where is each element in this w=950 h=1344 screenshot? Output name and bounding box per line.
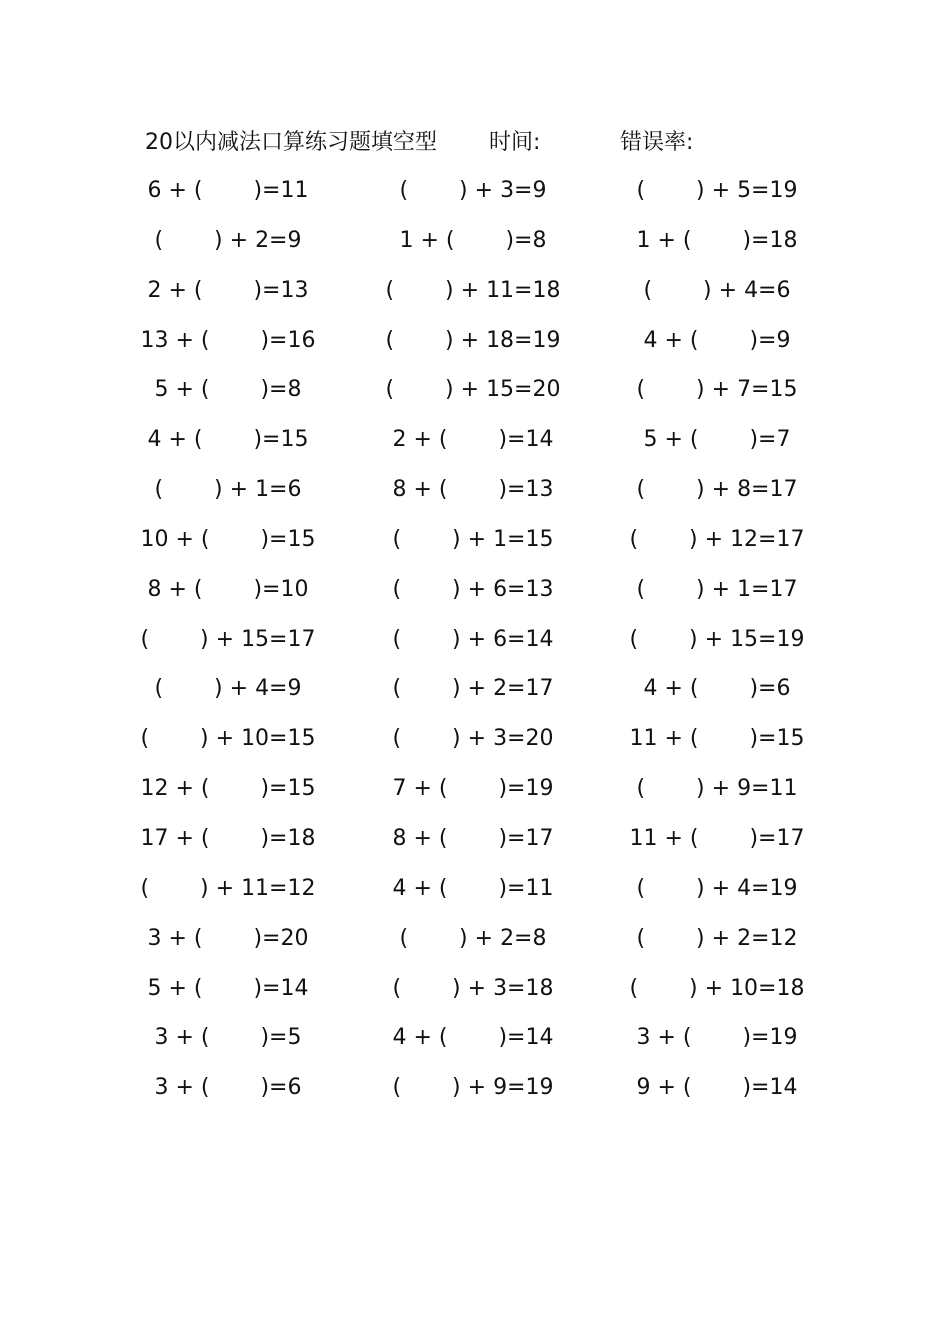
problem: 11 + ( )=15 (629, 726, 805, 752)
problem: ( ) + 1=6 (154, 477, 302, 503)
problem: ( ) + 2=12 (636, 925, 798, 951)
problem: 5 + ( )=14 (147, 975, 309, 1001)
problem: 4 + ( )=9 (643, 327, 791, 353)
problem: ( ) + 6=13 (392, 576, 554, 602)
problem: 3 + ( )=5 (154, 1025, 302, 1051)
problem: ( ) + 12=17 (629, 526, 805, 552)
problem: 5 + ( )=8 (154, 377, 302, 403)
problem: ( ) + 6=14 (392, 626, 554, 652)
problem: 2 + ( )=14 (392, 427, 554, 453)
problem: ( ) + 3=18 (392, 975, 554, 1001)
problem: 17 + ( )=18 (140, 825, 316, 851)
problem: ( ) + 2=8 (399, 925, 547, 951)
problem: 13 + ( )=16 (140, 327, 316, 353)
problem: 4 + ( )=15 (147, 427, 309, 453)
problem: ( ) + 2=9 (154, 227, 302, 253)
problem: ( ) + 7=15 (636, 377, 798, 403)
problem: ( ) + 10=18 (629, 975, 805, 1001)
problem: ( ) + 2=17 (392, 676, 554, 702)
problem: 7 + ( )=19 (392, 776, 554, 802)
problem-column-3 (617, 174, 817, 1121)
problem: 4 + ( )=14 (392, 1025, 554, 1051)
problem: ( ) + 3=20 (392, 726, 554, 752)
problem: ( ) + 1=15 (392, 526, 554, 552)
problem: 6 + ( )=11 (147, 178, 309, 203)
problem: ( ) + 15=17 (140, 626, 316, 652)
problem: 8 + ( )=13 (392, 477, 554, 503)
problem: 1 + ( )=8 (399, 227, 547, 253)
problem: 4 + ( )=11 (392, 875, 554, 901)
problem: ( ) + 18=19 (385, 327, 561, 353)
problem: 2 + ( )=13 (147, 277, 309, 303)
problem: 11 + ( )=17 (629, 825, 805, 851)
problem: ( ) + 4=9 (154, 676, 302, 702)
problem: ( ) + 15=20 (385, 377, 561, 403)
problem: 3 + ( )=6 (154, 1075, 302, 1101)
problem: 12 + ( )=15 (140, 776, 316, 802)
problem: ( ) + 10=15 (140, 726, 316, 752)
problem: ( ) + 8=17 (636, 477, 798, 503)
problem: 8 + ( )=10 (147, 576, 309, 602)
problem: 1 + ( )=18 (636, 227, 798, 253)
problem: 3 + ( )=19 (636, 1025, 798, 1051)
problem: ( ) + 4=6 (643, 277, 791, 303)
worksheet-title: 20以内减法口算练习题填空型 (145, 130, 437, 155)
problem: ( ) + 4=19 (636, 875, 798, 901)
error-rate-label: 错误率: (620, 130, 694, 155)
time-label: 时间: (489, 130, 541, 155)
problem: ( ) + 9=19 (392, 1075, 554, 1101)
problem: ( ) + 11=12 (140, 875, 316, 901)
problem: ( ) + 3=9 (399, 178, 547, 203)
problem: 10 + ( )=15 (140, 526, 316, 552)
problem: ( ) + 15=19 (629, 626, 805, 652)
problem-column-2 (373, 174, 573, 1121)
problem: ( ) + 1=17 (636, 576, 798, 602)
problem: 8 + ( )=17 (392, 825, 554, 851)
problem: ( ) + 11=18 (385, 277, 561, 303)
problem-column-1 (128, 174, 328, 1121)
problem: ( ) + 5=19 (636, 178, 798, 203)
problem: 5 + ( )=7 (643, 427, 791, 453)
problem: 3 + ( )=20 (147, 925, 309, 951)
problem: ( ) + 9=11 (636, 776, 798, 802)
problem: 9 + ( )=14 (636, 1075, 798, 1101)
problem: 4 + ( )=6 (643, 676, 791, 702)
